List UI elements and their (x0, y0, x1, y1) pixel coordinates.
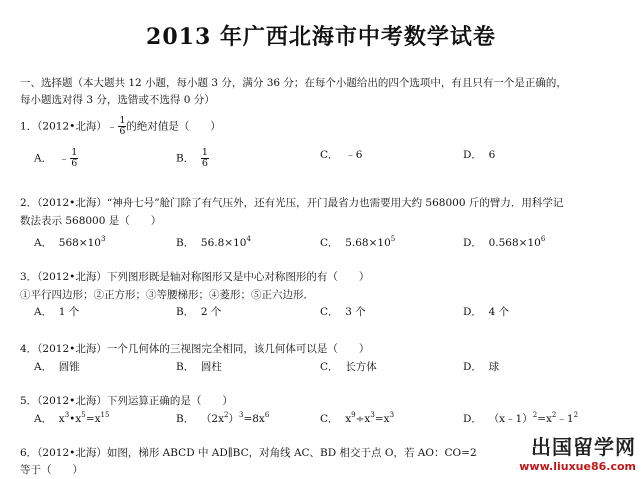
option-text: 1 个 (58, 306, 80, 318)
q2-option-a (34, 236, 105, 250)
section-instructions-line2: 每小题选对得 3 分，选错或不选得 0 分） (20, 94, 215, 106)
expr-part: =x (85, 413, 101, 425)
option-base: 5.68×10 (345, 237, 391, 249)
option-label: C． (320, 306, 339, 318)
q4-option-c (320, 360, 377, 374)
q4-option-a (34, 360, 80, 374)
option-text: 6 (488, 149, 496, 161)
expr-exponent: 2 (551, 411, 557, 419)
q1-option-c (320, 148, 362, 162)
expr-exponent: 6 (264, 411, 270, 419)
expr-part: x (345, 413, 352, 425)
option-label: C． (320, 149, 339, 161)
expr-part: ÷x (355, 413, 371, 425)
q5-option-a (34, 412, 109, 426)
q1-denominator: 6 (119, 126, 126, 137)
question-3-stem-line1: 3．（2012•北海）下列图形既是轴对称图形又是中心对称图形的有（ ） (20, 271, 370, 283)
option-text: ﹣6 (345, 149, 363, 161)
q1a-denominator: 6 (71, 158, 78, 169)
expr-part: （2x (200, 413, 225, 425)
expr-exponent: 3 (64, 411, 70, 419)
q1-numerator: 1 (119, 115, 126, 126)
section-instructions-line1: 一、选择题（本大题共 12 小题，每小题 3 分，满分 36 分；在每个小题给出的四个选项中，有且只有一个是正确的， (20, 77, 567, 89)
question-4-stem: 4．（2012•北海）一个几何体的三视图完全相同，该几何体可以是（ ） (20, 343, 370, 355)
option-text: 3 个 (345, 306, 366, 318)
question-1-prefix: 1．（2012•北海） (20, 120, 107, 133)
option-label: C． (320, 237, 339, 249)
question-2-stem-line1: 2．（2012•北海）“神舟七号”舱门除了有气压外，还有光压，开门最省力也需要用大约 568000 斤的臂力．用科学记 (20, 197, 564, 209)
question-6-stem-line1: 6．（2012•北海）如图，梯形 ABCD 中 AD∥BC，对角线 AC、BD 相交于点 O，若 AO：CO=2 (20, 447, 477, 459)
question-3-stem-line2: ①平行四边形；②正方形；③等腰梯形；④菱形；⑤正六边形． (20, 289, 314, 301)
watermark-url: www.liuxue86.com (519, 460, 636, 473)
option-exponent: 5 (390, 235, 396, 243)
expr-exponent: 9 (351, 411, 356, 419)
expr-exponent: 3 (370, 411, 375, 419)
option-label: A． (34, 152, 53, 165)
option-label: B． (176, 237, 195, 249)
q2-option-c (320, 236, 395, 250)
page-title: 2013 年广西北海市中考数学试卷 (146, 24, 496, 50)
q1-option-d (463, 148, 495, 162)
option-base: 568×10 (58, 237, 101, 249)
q1-neg-sign: ﹣ (106, 120, 118, 133)
option-text: 球 (488, 361, 500, 373)
q5-option-d (463, 412, 578, 426)
expr-exponent: 15 (100, 411, 110, 419)
option-base: 0.568×10 (488, 237, 541, 249)
option-label: D． (463, 361, 482, 373)
expr-part: ） (228, 413, 239, 425)
q3-option-b (176, 305, 221, 319)
watermark-logo (519, 431, 636, 473)
option-text: 2 个 (200, 306, 222, 318)
q1b-numerator: 1 (201, 147, 208, 158)
option-label: D． (463, 306, 482, 318)
q3-option-a (34, 305, 79, 319)
q4-option-d (463, 360, 499, 374)
expr-exponent: 2 (532, 411, 538, 419)
option-label: A． (34, 237, 53, 249)
q1a-neg-sign: ﹣ (58, 152, 70, 165)
option-label: D． (463, 237, 482, 249)
expr-part: =x (537, 413, 552, 425)
option-exponent: 3 (100, 235, 106, 243)
q2-option-d (463, 236, 545, 250)
q2-option-b (176, 236, 251, 250)
option-exponent: 6 (540, 235, 546, 243)
expr-part: •x (69, 413, 82, 425)
option-text: 4 个 (488, 306, 510, 318)
option-label: A． (34, 413, 53, 425)
option-label: A． (34, 306, 53, 318)
q4-option-b (176, 360, 222, 374)
expr-exponent: 2 (224, 411, 229, 419)
option-label: B． (176, 152, 195, 165)
option-label: C． (320, 361, 339, 373)
q1b-fraction (201, 148, 209, 169)
question-2-stem-line2: 数法表示 568000 是（ ） (20, 215, 162, 227)
question-1-suffix: 的绝对值是（ ） (126, 120, 221, 133)
option-text: 长方体 (345, 361, 377, 373)
q1-option-a (34, 148, 78, 169)
expr-part: x (58, 413, 65, 425)
question-5-stem: 5．（2012•北海）下列运算正确的是（ ） (20, 395, 233, 407)
option-exponent: 4 (246, 235, 251, 243)
option-label: C． (320, 413, 339, 425)
option-text: 圆柱 (200, 361, 222, 373)
q1a-numerator: 1 (71, 147, 78, 158)
q1a-fraction (70, 148, 78, 169)
q5-option-c (320, 412, 394, 426)
option-text: 圆锥 (58, 361, 80, 373)
option-label: B． (176, 413, 195, 425)
expr-part: =8x (243, 413, 265, 425)
q1-option-b (176, 148, 209, 169)
option-label: D． (463, 413, 482, 425)
expr-exponent: 5 (81, 411, 86, 419)
q5-option-b (176, 412, 269, 426)
option-label: B． (176, 306, 195, 318)
expr-exponent: 3 (389, 411, 395, 419)
q3-option-d (463, 305, 509, 319)
option-label: A． (34, 361, 53, 373)
option-base: 56.8×10 (200, 237, 247, 249)
question-1-stem (20, 116, 221, 137)
option-label: B． (176, 361, 195, 373)
expr-exponent: 3 (238, 411, 244, 419)
q3-option-c (320, 305, 366, 319)
q1b-denominator: 6 (201, 158, 208, 169)
expr-part: =x (374, 413, 390, 425)
question-6-stem-line2: 等于（ ） (20, 464, 83, 476)
expr-exponent: 2 (573, 411, 579, 419)
watermark-site-name: 出国留学网 (531, 435, 636, 459)
expr-part: ﹣1 (556, 413, 574, 425)
expr-part: （x﹣1） (488, 413, 533, 425)
option-label: D． (463, 149, 482, 161)
